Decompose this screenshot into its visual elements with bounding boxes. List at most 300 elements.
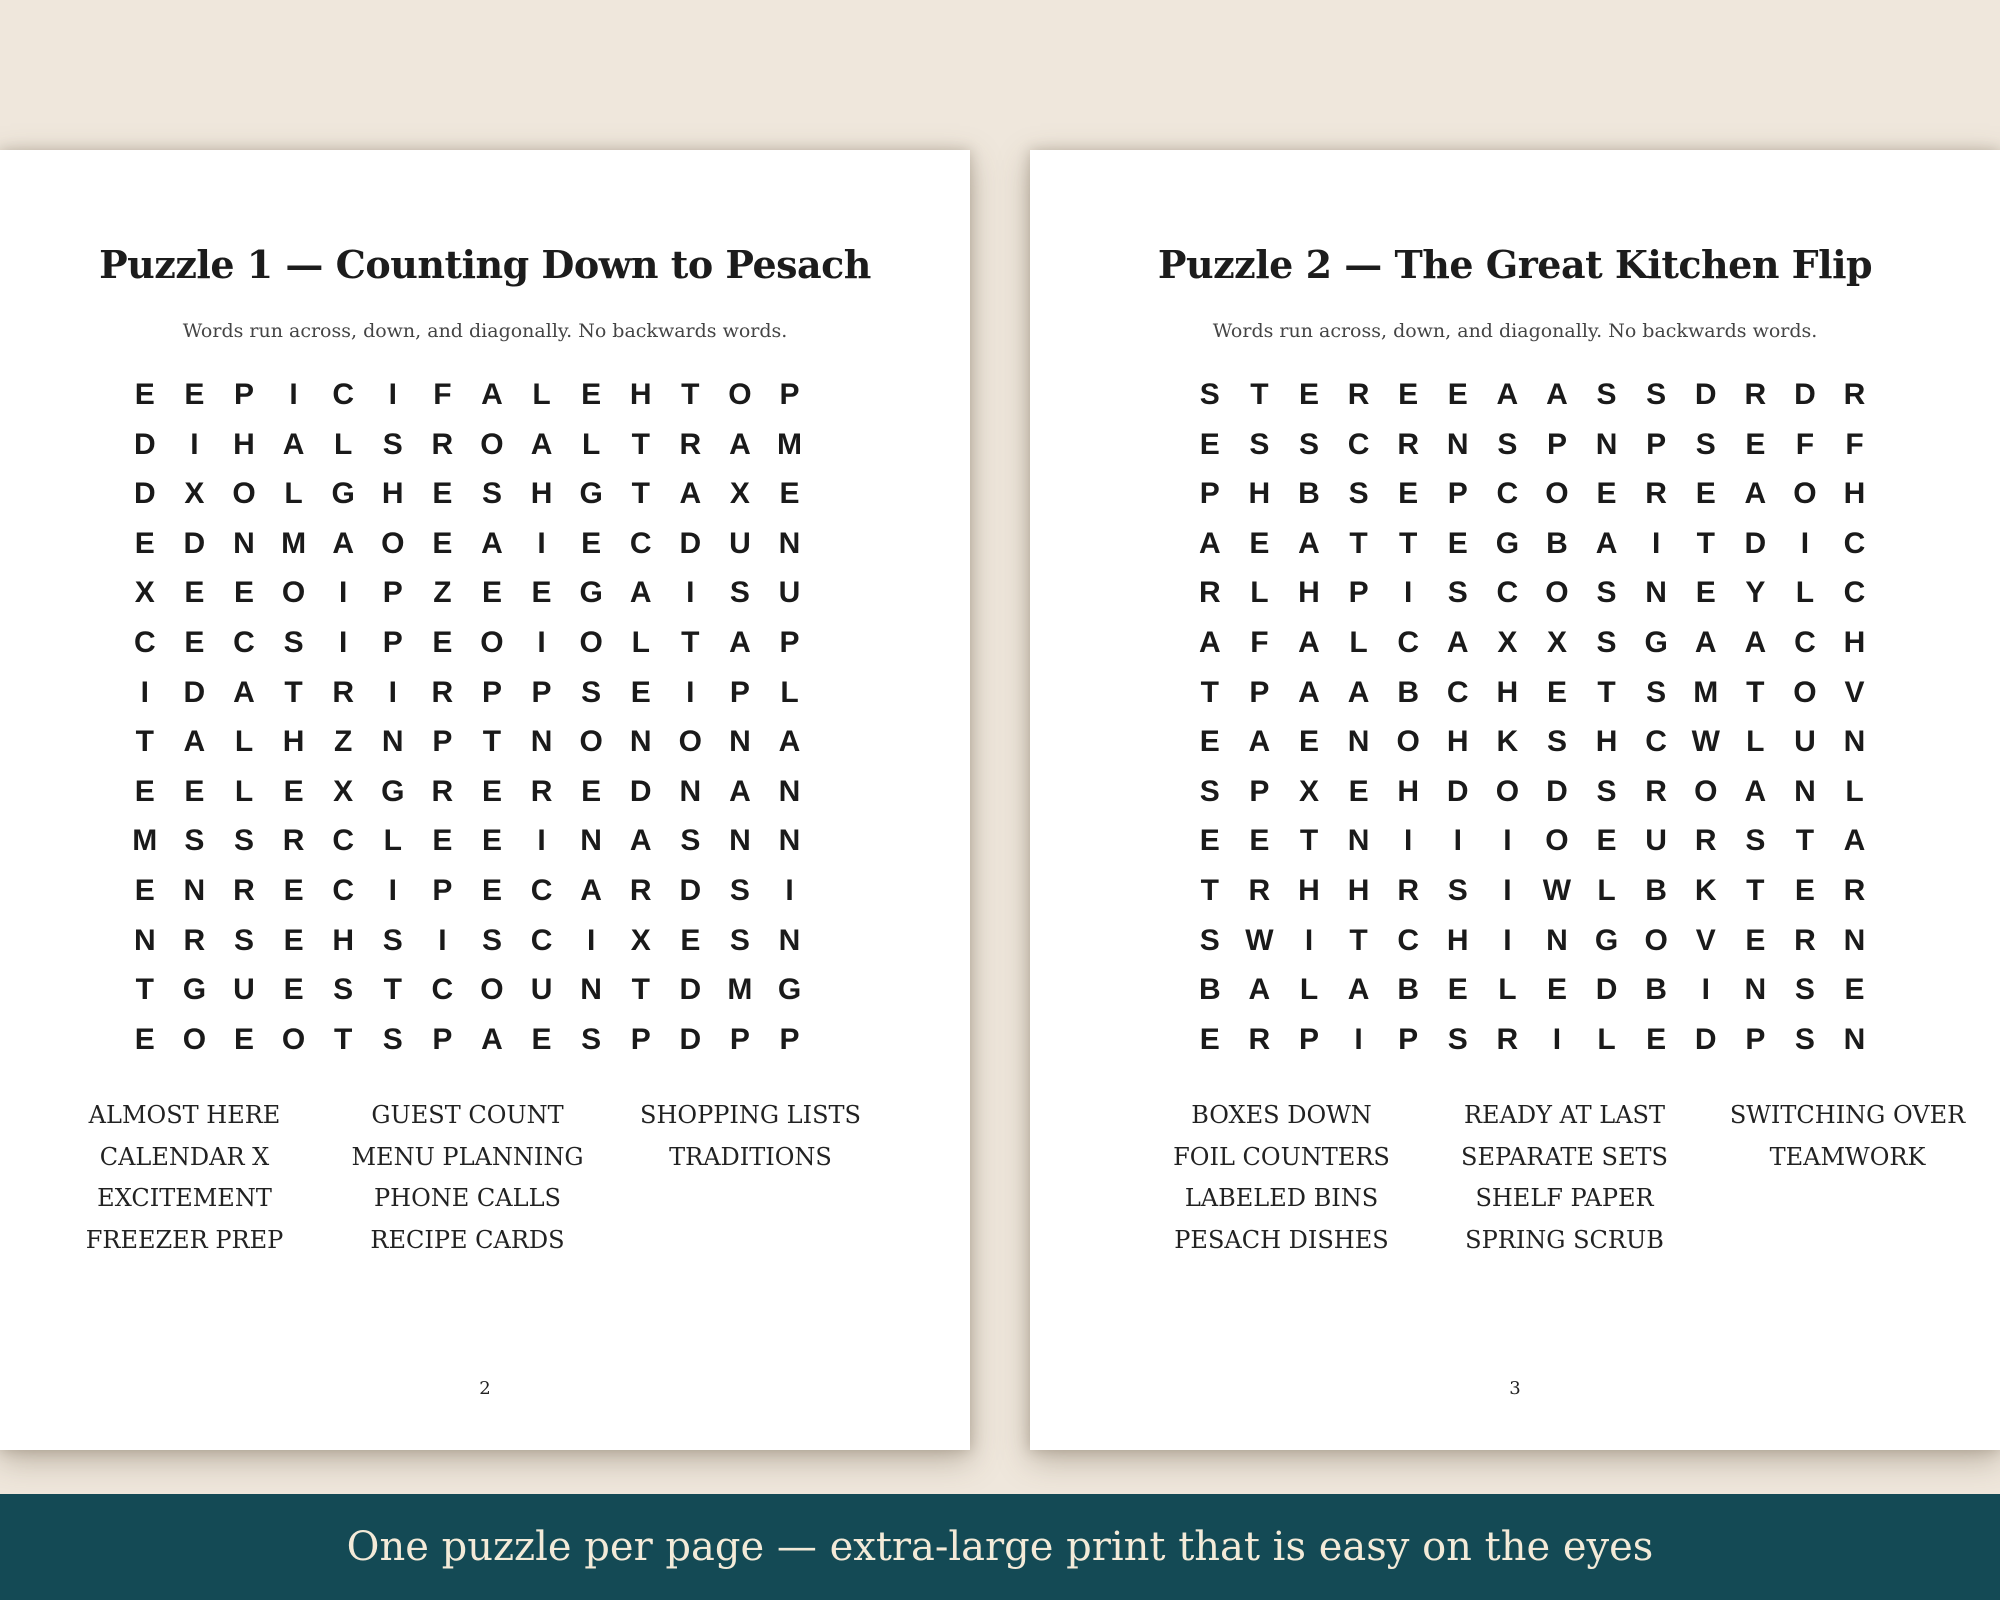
grid-letter: R: [679, 427, 702, 461]
grid-row: [1185, 420, 1885, 470]
grid-letter: E: [1249, 526, 1270, 560]
puzzle-instructions: Words run across, down, and diagonally. No backwards words.: [1212, 320, 1818, 342]
grid-letter: M: [1693, 675, 1719, 709]
grid-letter: D: [1694, 1022, 1717, 1056]
grid-letter: A: [729, 774, 751, 808]
grid-letter: B: [1397, 973, 1419, 1007]
grid-letter: R: [1843, 378, 1866, 411]
word-list-item: GUEST COUNT: [371, 1101, 564, 1129]
grid-letter: E: [1695, 576, 1716, 610]
grid-letter: P: [382, 625, 403, 659]
grid-letter: X: [1298, 774, 1319, 808]
grid-letter: T: [631, 427, 650, 461]
grid-letter: C: [530, 923, 553, 957]
grid-letter: B: [1645, 973, 1667, 1007]
grid-letter: N: [1794, 774, 1816, 808]
word-list-item: PHONE CALLS: [374, 1184, 561, 1212]
grid-letter: I: [339, 576, 348, 610]
grid-letter: S: [184, 824, 205, 858]
grid-letter: T: [1250, 378, 1269, 411]
grid-letter: I: [1552, 1022, 1562, 1056]
grid-letter: G: [1644, 625, 1668, 659]
grid-letter: F: [1250, 625, 1269, 659]
grid-letter: O: [281, 1022, 306, 1056]
grid-letter: S: [1794, 1022, 1815, 1056]
grid-letter: I: [537, 824, 546, 858]
grid-letter: E: [134, 1022, 155, 1056]
grid-letter: C: [332, 873, 354, 907]
grid-letter: E: [134, 774, 155, 808]
word-list-item: SPRING SCRUB: [1465, 1225, 1664, 1254]
grid-letter: I: [289, 378, 298, 411]
grid-letter: E: [1447, 378, 1468, 411]
grid-row: [120, 519, 820, 569]
grid-letter: B: [1298, 477, 1320, 511]
word-list-item: TEAMWORK: [1769, 1142, 1926, 1171]
grid-letter: R: [1496, 1022, 1519, 1056]
grid-letter: O: [381, 526, 405, 560]
grid-row: [1185, 767, 1885, 817]
grid-letter: S: [729, 873, 750, 907]
word-list: [1140, 1095, 1989, 1261]
grid-letter: C: [530, 873, 553, 907]
grid-letter: H: [1248, 477, 1271, 511]
grid-letter: C: [1794, 625, 1816, 659]
grid-letter: C: [1397, 923, 1419, 957]
grid-letter: A: [1198, 526, 1221, 560]
grid-letter: V: [1695, 923, 1716, 957]
grid-letter: U: [729, 526, 751, 560]
grid-letter: E: [432, 526, 453, 560]
grid-row: [1185, 965, 1885, 1015]
grid-letter: S: [481, 923, 502, 957]
puzzle-page-1: [0, 150, 970, 1450]
grid-letter: E: [134, 873, 155, 907]
grid-letter: R: [282, 824, 305, 858]
grid-letter: A: [282, 427, 305, 461]
grid-letter: H: [233, 427, 255, 461]
grid-letter: Y: [1745, 576, 1766, 610]
grid-letter: R: [1694, 824, 1717, 858]
grid-letter: R: [1397, 427, 1419, 461]
grid-letter: L: [1349, 625, 1368, 659]
grid-letter: N: [580, 973, 602, 1007]
grid-letter: S: [1695, 427, 1716, 461]
grid-letter: D: [629, 774, 652, 808]
grid-letter: D: [183, 526, 206, 560]
grid-letter: L: [1597, 1022, 1616, 1056]
grid-letter: E: [1298, 378, 1319, 411]
grid-letter: A: [1298, 625, 1320, 659]
grid-letter: T: [1399, 526, 1418, 560]
grid-row: [120, 767, 820, 817]
grid-letter: L: [234, 725, 254, 759]
grid-letter: R: [1248, 1022, 1271, 1056]
grid-letter: N: [381, 725, 404, 759]
grid-letter: E: [1646, 1022, 1667, 1056]
grid-letter: S: [680, 824, 701, 858]
grid-letter: C: [332, 378, 354, 411]
grid-letter: V: [1844, 675, 1865, 709]
grid-letter: P: [531, 675, 552, 709]
grid-letter: E: [283, 774, 304, 808]
grid-letter: P: [481, 675, 502, 709]
grid-letter: I: [190, 427, 199, 461]
grid-letter: A: [1347, 973, 1370, 1007]
grid-letter: I: [1503, 873, 1512, 907]
grid-row: [1185, 668, 1885, 718]
grid-row: [1185, 618, 1885, 668]
grid-letter: C: [629, 526, 652, 560]
grid-letter: D: [679, 1022, 702, 1056]
grid-letter: E: [581, 774, 602, 808]
grid-letter: T: [1746, 873, 1765, 907]
grid-letter: T: [482, 725, 502, 759]
grid-letter: D: [1744, 526, 1767, 560]
grid-letter: R: [629, 873, 652, 907]
grid-letter: N: [1546, 923, 1568, 957]
grid-letter: S: [333, 973, 354, 1007]
grid-letter: A: [629, 576, 652, 610]
grid-letter: G: [331, 477, 355, 511]
grid-letter: N: [1595, 427, 1618, 461]
grid-letter: H: [1298, 873, 1320, 907]
grid-letter: B: [1198, 973, 1221, 1007]
word-list: [43, 1095, 892, 1261]
grid-letter: W: [1245, 923, 1274, 957]
caption-banner: [0, 1494, 2000, 1600]
grid-letter: E: [184, 625, 205, 659]
grid-letter: R: [431, 774, 454, 808]
grid-letter: G: [1594, 923, 1619, 957]
grid-row: [120, 370, 820, 420]
grid-letter: H: [1843, 625, 1866, 659]
grid-letter: I: [1354, 1022, 1363, 1056]
grid-letter: A: [1198, 625, 1221, 659]
grid-letter: B: [1645, 873, 1667, 907]
page-number: 2: [479, 1378, 491, 1399]
grid-letter: E: [1199, 1022, 1220, 1056]
grid-letter: E: [1348, 774, 1369, 808]
grid-letter: H: [1298, 576, 1320, 610]
grid-letter: S: [233, 923, 254, 957]
grid-letter: I: [1453, 824, 1462, 858]
word-list-item: SHOPPING LISTS: [640, 1101, 861, 1129]
grid-letter: A: [233, 675, 255, 709]
puzzle-page-2: [1030, 150, 2000, 1450]
grid-letter: I: [686, 675, 695, 709]
grid-letter: I: [1404, 824, 1413, 858]
grid-letter: E: [531, 1022, 552, 1056]
grid-letter: S: [1199, 378, 1220, 411]
grid-letter: N: [729, 725, 751, 759]
grid-letter: S: [581, 1022, 602, 1056]
grid-letter: U: [1645, 824, 1667, 858]
grid-letter: E: [1199, 427, 1220, 461]
grid-letter: D: [1446, 774, 1469, 808]
word-list-item: FREEZER PREP: [85, 1225, 284, 1254]
grid-letter: T: [1795, 824, 1815, 858]
grid-letter: O: [232, 477, 256, 511]
grid-letter: L: [1746, 725, 1765, 759]
grid-letter: E: [1199, 824, 1220, 858]
grid-letter: E: [680, 923, 701, 957]
grid-letter: I: [1404, 576, 1413, 610]
page-number: 3: [1509, 1378, 1521, 1399]
grid-letter: X: [1497, 625, 1518, 659]
grid-letter: E: [1745, 427, 1766, 461]
grid-letter: O: [1793, 675, 1817, 709]
grid-letter: A: [481, 1022, 503, 1056]
grid-letter: E: [1398, 477, 1419, 511]
word-list-item: EXCITEMENT: [97, 1184, 272, 1212]
word-list-item: SEPARATE SETS: [1461, 1142, 1668, 1171]
grid-letter: S: [1447, 1022, 1468, 1056]
grid-letter: A: [1744, 625, 1767, 659]
grid-row: [1185, 469, 1885, 519]
grid-letter: X: [184, 477, 205, 511]
grid-letter: N: [629, 725, 652, 759]
grid-letter: G: [777, 973, 802, 1007]
grid-letter: H: [1347, 873, 1370, 907]
grid-letter: E: [233, 576, 254, 610]
grid-letter: K: [1496, 725, 1519, 759]
grid-letter: X: [630, 923, 651, 957]
grid-row: [120, 816, 820, 866]
grid-letter: U: [778, 576, 801, 610]
grid-letter: L: [532, 378, 551, 411]
grid-letter: L: [631, 625, 650, 659]
grid-letter: D: [1694, 378, 1717, 411]
grid-letter: R: [1744, 378, 1767, 411]
grid-letter: S: [1596, 625, 1617, 659]
grid-letter: N: [1744, 973, 1767, 1007]
grid-letter: H: [1446, 725, 1469, 759]
word-list-item: TRADITIONS: [669, 1142, 832, 1171]
grid-letter: A: [1694, 625, 1717, 659]
grid-letter: H: [332, 923, 354, 957]
grid-letter: E: [184, 378, 205, 411]
grid-letter: X: [333, 774, 354, 808]
grid-letter: C: [332, 824, 354, 858]
grid-row: [120, 469, 820, 519]
grid-letter: E: [1844, 973, 1865, 1007]
grid-letter: P: [1646, 427, 1667, 461]
grid-letter: P: [432, 725, 453, 759]
grid-letter: S: [1199, 774, 1220, 808]
grid-letter: S: [1199, 923, 1220, 957]
grid-letter: I: [1304, 923, 1314, 957]
grid-letter: A: [1248, 973, 1271, 1007]
grid-letter: E: [481, 873, 502, 907]
grid-letter: M: [777, 427, 803, 461]
grid-letter: C: [233, 625, 255, 659]
word-list-item: RECIPE CARDS: [370, 1225, 565, 1254]
grid-letter: S: [1447, 873, 1468, 907]
grid-letter: O: [480, 427, 504, 461]
grid-letter: P: [630, 1022, 651, 1056]
grid-letter: N: [1446, 427, 1469, 461]
grid-letter: I: [586, 923, 596, 957]
grid-letter: S: [1596, 576, 1617, 610]
grid-letter: C: [1496, 477, 1519, 511]
grid-letter: A: [1496, 378, 1519, 411]
grid-letter: T: [1597, 675, 1616, 709]
grid-letter: E: [1546, 973, 1567, 1007]
grid-letter: R: [1843, 873, 1866, 907]
grid-letter: O: [678, 725, 702, 759]
grid-letter: I: [140, 675, 149, 709]
word-list-item: ALMOST HERE: [88, 1101, 281, 1129]
grid-letter: X: [729, 477, 750, 511]
grid-letter: O: [1545, 576, 1569, 610]
grid-letter: D: [679, 973, 702, 1007]
grid-row: [1185, 717, 1885, 767]
grid-letter: I: [388, 378, 397, 411]
grid-letter: A: [1298, 526, 1320, 560]
grid-letter: N: [778, 774, 801, 808]
grid-letter: W: [1542, 873, 1572, 907]
grid-letter: G: [579, 477, 603, 511]
grid-letter: D: [1794, 378, 1816, 411]
grid-row: [120, 568, 820, 618]
grid-letter: I: [1651, 526, 1661, 560]
grid-letter: T: [1349, 923, 1368, 957]
grid-letter: R: [1397, 873, 1419, 907]
grid-letter: E: [581, 526, 602, 560]
word-list-item: FOIL COUNTERS: [1173, 1142, 1390, 1171]
grid-row: [1185, 370, 1885, 420]
grid-letter: R: [431, 427, 454, 461]
grid-letter: C: [1843, 576, 1866, 610]
grid-row: [1185, 1015, 1885, 1065]
grid-letter: O: [1396, 725, 1420, 759]
grid-letter: W: [1691, 725, 1720, 759]
grid-letter: F: [1845, 427, 1864, 461]
grid-letter: C: [1347, 427, 1370, 461]
grid-letter: R: [1347, 378, 1370, 411]
grid-letter: N: [580, 824, 602, 858]
grid-letter: T: [1200, 675, 1219, 709]
letter-grid: [120, 370, 820, 1070]
grid-letter: I: [785, 873, 794, 907]
grid-letter: R: [1645, 477, 1667, 511]
grid-letter: T: [1746, 675, 1765, 709]
grid-letter: T: [135, 973, 154, 1007]
grid-letter: S: [382, 923, 403, 957]
grid-letter: P: [233, 378, 254, 411]
grid-row: [1185, 568, 1885, 618]
grid-letter: H: [282, 725, 305, 759]
grid-letter: U: [530, 973, 553, 1007]
grid-row: [1185, 916, 1885, 966]
grid-letter: N: [1843, 1022, 1866, 1056]
grid-letter: P: [1546, 427, 1567, 461]
grid-letter: E: [1249, 824, 1270, 858]
grid-letter: A: [332, 526, 354, 560]
grid-letter: A: [1347, 675, 1370, 709]
grid-letter: L: [1597, 873, 1616, 907]
grid-letter: P: [1298, 1022, 1319, 1056]
grid-row: [120, 1015, 820, 1065]
grid-letter: L: [334, 427, 353, 461]
grid-letter: R: [1645, 774, 1667, 808]
grid-letter: G: [381, 774, 405, 808]
word-list-item: SHELF PAPER: [1475, 1184, 1654, 1212]
grid-letter: I: [1503, 824, 1512, 858]
grid-letter: H: [1843, 477, 1866, 511]
grid-letter: E: [1398, 378, 1419, 411]
grid-row: [1185, 519, 1885, 569]
grid-letter: O: [1644, 923, 1668, 957]
grid-letter: N: [183, 873, 206, 907]
grid-letter: E: [233, 1022, 254, 1056]
grid-letter: P: [1447, 477, 1468, 511]
puzzle-instructions: Words run across, down, and diagonally. No backwards words.: [182, 320, 788, 342]
grid-letter: E: [1298, 725, 1319, 759]
grid-letter: R: [530, 774, 553, 808]
grid-letter: R: [233, 873, 255, 907]
grid-letter: S: [382, 427, 403, 461]
grid-letter: H: [1446, 923, 1469, 957]
grid-letter: E: [1794, 873, 1815, 907]
grid-letter: O: [1793, 477, 1817, 511]
grid-letter: I: [388, 675, 397, 709]
word-list-item: MENU PLANNING: [351, 1142, 584, 1171]
grid-letter: P: [1348, 576, 1369, 610]
grid-letter: A: [1744, 477, 1767, 511]
grid-letter: N: [233, 526, 255, 560]
grid-letter: B: [1546, 526, 1568, 560]
grid-letter: A: [530, 427, 553, 461]
grid-letter: S: [1745, 824, 1766, 858]
grid-letter: D: [679, 526, 702, 560]
grid-letter: E: [1745, 923, 1766, 957]
grid-letter: P: [432, 873, 453, 907]
letter-grid: [1185, 370, 1885, 1070]
grid-letter: S: [1447, 576, 1468, 610]
grid-letter: O: [728, 378, 752, 411]
grid-letter: R: [332, 675, 354, 709]
grid-letter: I: [438, 923, 447, 957]
grid-letter: A: [1744, 774, 1767, 808]
grid-letter: P: [779, 625, 800, 659]
grid-letter: M: [727, 973, 753, 1007]
grid-letter: A: [580, 873, 602, 907]
grid-letter: E: [184, 774, 205, 808]
grid-letter: C: [1843, 526, 1866, 560]
grid-letter: S: [1596, 378, 1617, 411]
grid-letter: A: [183, 725, 206, 759]
grid-letter: N: [729, 824, 751, 858]
grid-letter: E: [1546, 675, 1567, 709]
grid-letter: P: [1199, 477, 1220, 511]
grid-letter: K: [1694, 873, 1717, 907]
grid-letter: T: [135, 725, 154, 759]
grid-letter: I: [537, 526, 546, 560]
grid-letter: R: [431, 675, 454, 709]
grid-letter: O: [281, 576, 306, 610]
grid-letter: A: [629, 824, 652, 858]
grid-letter: I: [1503, 923, 1512, 957]
grid-letter: L: [1299, 973, 1319, 1007]
grid-letter: E: [630, 675, 651, 709]
grid-letter: E: [1695, 477, 1716, 511]
grid-letter: A: [481, 526, 503, 560]
grid-letter: T: [631, 477, 650, 511]
grid-letter: D: [679, 873, 702, 907]
grid-letter: D: [183, 675, 206, 709]
